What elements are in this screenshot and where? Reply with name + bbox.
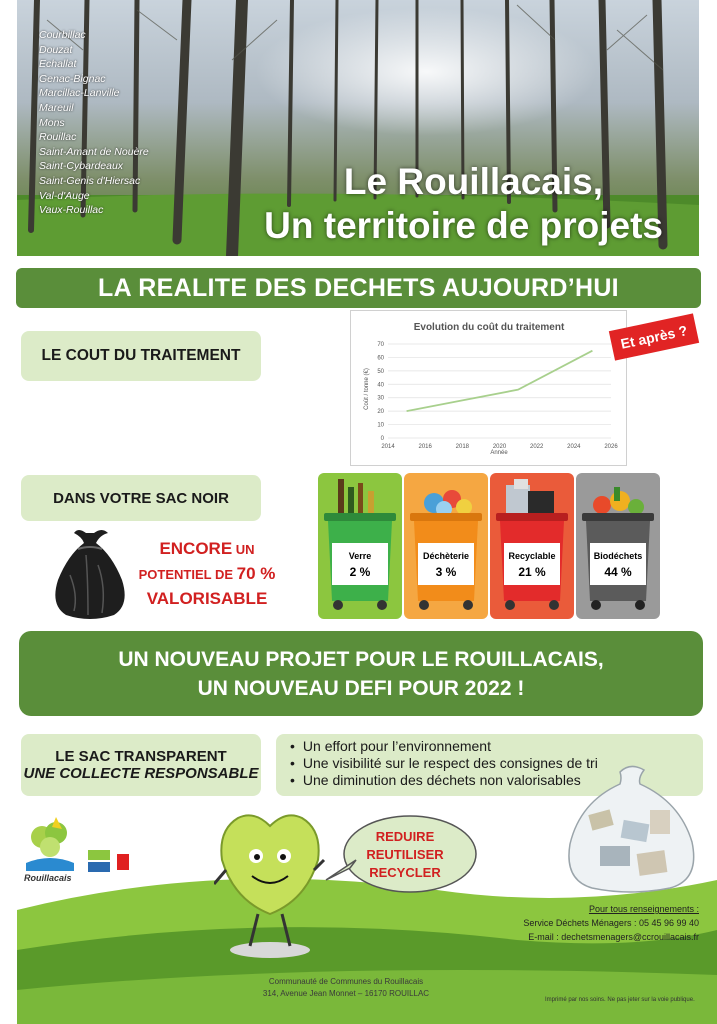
commune-name: Marcillac-Lanville	[39, 87, 120, 100]
bin-percent: 44 %	[604, 565, 632, 579]
chart-xtick-label: 2014	[381, 444, 395, 450]
commune-name: Mons	[39, 116, 65, 129]
hero-title-line1: Le Rouillacais,	[343, 161, 603, 202]
print-note: Imprimé par nos soins. Ne pas jeter sur la voie publique.	[545, 997, 695, 1003]
address-line2: 314, Avenue Jean Monnet – 16170 ROUILLAC	[262, 989, 430, 998]
potentiel-text: POTENTIEL DE	[138, 567, 237, 582]
projet-banner	[19, 631, 703, 716]
communes-list	[39, 28, 149, 218]
projet-line2: UN NOUVEAU DEFI POUR 2022 !	[197, 676, 525, 700]
valorisable-text: VALORISABLE	[146, 589, 268, 608]
percent-text: 70 %	[236, 564, 276, 583]
chart-series-line	[407, 351, 593, 411]
chart-xtick-label: 2016	[418, 444, 432, 450]
chart-ytick-label: 0	[380, 436, 384, 442]
chart-title: Evolution du coût du traitement	[413, 322, 565, 333]
chart-xtick-label: 2026	[604, 444, 618, 450]
chart-ylabel: Coût / tonne (€)	[364, 368, 370, 410]
bin-percent: 3 %	[435, 565, 457, 579]
contact-service: Service Déchets Ménagers : 05 45 96 99 40	[523, 918, 699, 928]
chart-ytick-label: 60	[377, 355, 384, 362]
bin-name: Déchèterie	[422, 551, 470, 561]
chart-ytick-label: 20	[377, 409, 384, 416]
commune-name: Saint-Genis d'Hiersac	[39, 174, 141, 187]
bin-label	[418, 543, 474, 585]
black-bag-icon	[48, 525, 132, 620]
sac-transparent-title: LE SAC TRANSPARENT	[55, 748, 227, 765]
contact-info	[523, 902, 699, 944]
projet-line1: UN NOUVEAU PROJET POUR LE ROUILLACAIS,	[118, 647, 604, 671]
bin-card-recyclable	[490, 473, 574, 619]
list-item: • Une visibilité sur le respect des consignes de tri	[290, 755, 703, 772]
bin-name: Biodéchets	[593, 551, 643, 561]
transparent-bag-icon	[560, 762, 704, 894]
bin-label	[590, 543, 646, 585]
bin-card-biodechets	[576, 473, 660, 619]
list-item: • Un effort pour l’environnement	[290, 738, 703, 755]
chart-ytick-label: 40	[377, 382, 384, 389]
chart-ytick-label: 10	[377, 422, 384, 429]
chart-ytick-label: 50	[377, 368, 384, 375]
bubble-text	[353, 828, 457, 882]
list-item: • Une diminution des déchets non valorisables	[290, 772, 703, 789]
rouillacais-logo-icon	[22, 815, 78, 873]
bin-percent: 21 %	[518, 565, 546, 579]
commune-name: Genac-Bignac	[39, 72, 106, 85]
cout-label	[21, 331, 261, 381]
cost-chart	[350, 310, 627, 466]
bin-label	[504, 543, 560, 585]
calitom-logo-icon	[86, 848, 112, 876]
bin-card-decheterie	[404, 473, 488, 619]
address	[246, 976, 446, 1000]
encore-text: ENCORE	[159, 539, 233, 558]
cost-chart-svg	[351, 311, 628, 467]
contact-email[interactable]: E-mail : dechetsmenagers@ccrouillacais.fr	[528, 932, 699, 942]
chart-ytick-label: 30	[377, 395, 384, 402]
region-logo-icon	[116, 852, 130, 872]
sac-noir-potentiel	[138, 537, 276, 612]
commune-name: Echallat	[39, 58, 77, 71]
chart-xtick-label: 2020	[492, 444, 507, 450]
et-apres-badge: Et après ?	[609, 313, 699, 360]
commune-name: Saint-Amant de Nouère	[39, 145, 149, 158]
bubble-line: REDUIRE	[375, 829, 435, 844]
hero-title	[264, 160, 663, 248]
cout-label-text: LE COUT DU TRAITEMENT	[41, 347, 241, 364]
chart-xtick-label: 2024	[567, 444, 581, 450]
bins-group	[318, 473, 660, 619]
bubble-line: RECYCLER	[369, 865, 441, 880]
hero-banner	[17, 0, 699, 256]
leaf-mascot-icon	[214, 810, 326, 960]
bin-name: Recyclable	[508, 551, 556, 561]
chart-xtick-label: 2022	[529, 444, 544, 450]
commune-name: Val-d'Auge	[39, 189, 90, 202]
sac-transparent-subtitle: UNE COLLECTE RESPONSABLE	[23, 765, 259, 782]
sac-noir-label-text: DANS VOTRE SAC NOIR	[53, 489, 229, 507]
bubble-line: REUTILISER	[366, 847, 444, 862]
sac-noir-label	[21, 475, 261, 521]
bin-label	[332, 543, 388, 585]
bin-name: Verre	[348, 551, 372, 561]
commune-name: Vaux-Rouillac	[39, 204, 104, 217]
commune-name: Saint-Cybardeaux	[39, 160, 124, 173]
chart-ytick-label: 70	[377, 342, 384, 348]
commune-name: Rouillac	[39, 131, 77, 144]
logo-text: Rouillacais	[24, 873, 72, 883]
section-banner: LA REALITE DES DECHETS AUJOURD’HUI	[16, 268, 701, 308]
chart-xtick-label: 2018	[455, 444, 470, 450]
sac-transparent-label	[21, 734, 261, 796]
chart-xlabel: Année	[490, 450, 508, 456]
commune-name: Mareuil	[39, 101, 74, 114]
bin-percent: 2 %	[349, 565, 371, 579]
un-text: UN	[232, 542, 255, 557]
address-line1: Communauté de Communes du Rouillacais	[268, 977, 424, 986]
contact-heading: Pour tous renseignements :	[588, 904, 699, 914]
hero-title-line2: Un territoire de projets	[264, 205, 663, 246]
bin-card-verre	[318, 473, 402, 619]
commune-name: Courbillac	[39, 29, 86, 41]
commune-name: Douzat	[39, 43, 73, 56]
